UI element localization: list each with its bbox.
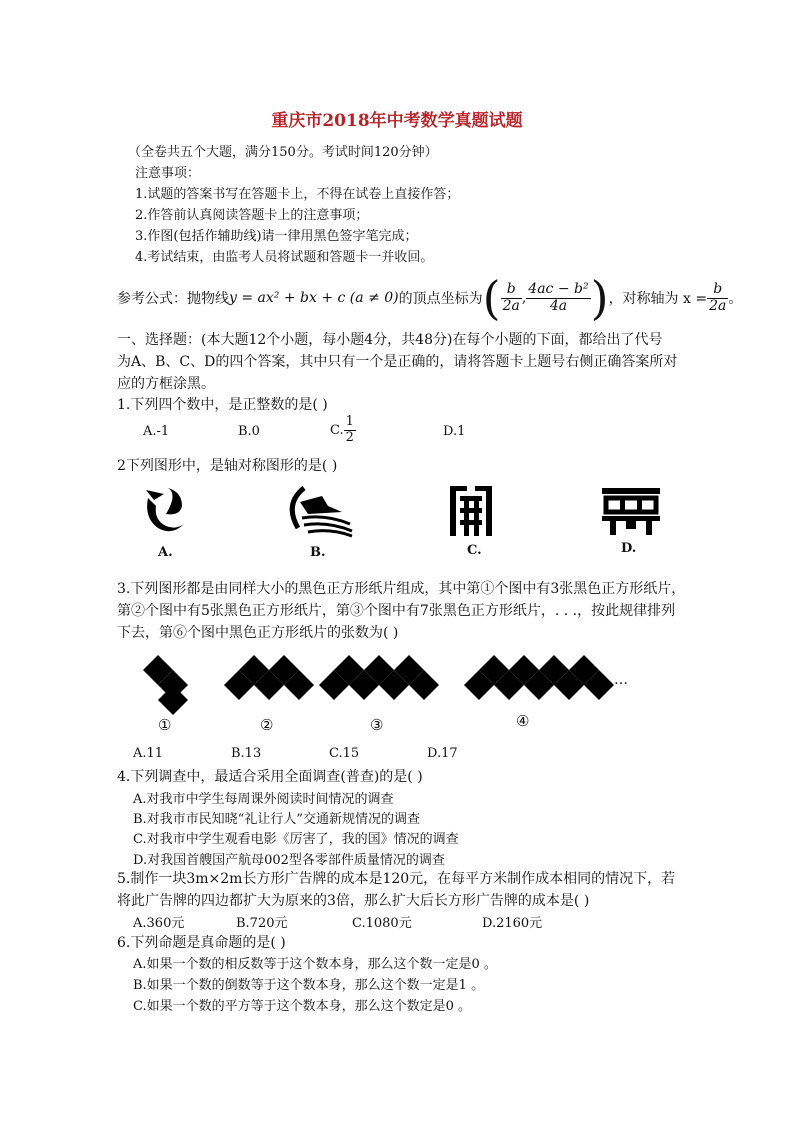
formula-equation: y = ax² + bx + c (a ≠ 0): [229, 290, 399, 306]
q3-option-c: C.15: [329, 746, 360, 761]
q3-pattern-figures: [134, 648, 734, 718]
vertex-y-fraction: $\frac{\text{4ac − b²}}{4a}$: [528, 281, 589, 314]
q3-text: 3.下列图形都是由同样大小的黑色正方形纸片组成，其中第①个图中有3张黑色正方形纸片，: [117, 581, 686, 597]
q6-option-a: A.如果一个数的相反数等于这个数本身，那么这个数一定是0 。: [133, 957, 497, 972]
q4-option-d: D.对我国首艘国产航母002型各零部件质量情况的调查: [133, 853, 445, 868]
q1-option-c: C. $\frac{1}{2}$: [330, 414, 354, 445]
figure-a-emblem: [138, 484, 190, 540]
page-title: 重庆市2018年中考数学真题试题: [271, 111, 523, 131]
exam-intro: （全卷共五个大题，满分150分。考试时间120分钟）: [128, 145, 438, 160]
figure-d-label: D.: [621, 541, 637, 556]
q5-text: 将此广告牌的四边都扩大为原来的3倍，那么扩大后长方形广告牌的成本是( ): [117, 893, 590, 909]
one-half-fraction: $\frac{1}{2}$: [345, 414, 354, 445]
q3-figure-label-2: ②: [260, 716, 274, 734]
q1-option-d: D.1: [443, 424, 466, 439]
q5-option-b: B.720元: [236, 916, 288, 931]
q6-option-c: C.如果一个数的平方等于这个数本身，那么这个数定是0 。: [133, 999, 472, 1014]
q6-stem: 6.下列命题是真命题的是( ): [117, 935, 286, 951]
q5-option-a: A.360元: [133, 916, 185, 931]
vertex-x-fraction: $\frac{b}{2a}$: [502, 281, 520, 314]
note-item: 1.试题的答案书写在答题卡上，不得在试卷上直接作答；: [135, 187, 460, 202]
formula-end: 。: [728, 291, 743, 307]
q1-option-a: A.-1: [143, 424, 170, 439]
axis-text: ，对称轴为 x =: [608, 291, 708, 307]
formula-prefix: 参考公式：抛物线: [117, 291, 229, 307]
q3-figure-label-3: ③: [370, 716, 384, 734]
q3-option-b: B.13: [231, 746, 262, 761]
reference-formula: [117, 270, 742, 326]
q3-option-d: D.17: [427, 746, 458, 761]
q5-text: 5.制作一块3m×2m长方形广告牌的成本是120元，在每平方米制作成本相同的情况下，若: [117, 871, 676, 887]
section-text: 应的方框涂黑。: [117, 376, 215, 392]
figure-c-label: C.: [467, 543, 482, 558]
q3-option-a: A.11: [133, 746, 164, 761]
figure-c-glyph: [448, 484, 494, 538]
figure-b-label: B.: [310, 545, 326, 560]
q4-option-c: C.对我市中学生观看电影《厉害了，我的国》情况的调查: [133, 832, 459, 847]
figure-b-ship: [282, 484, 354, 540]
q1-option-b: B.0: [238, 424, 260, 439]
q3-ellipsis: …: [614, 672, 628, 688]
q5-option-c: C.1080元: [352, 916, 412, 931]
note-item: 2.作答前认真阅读答题卡上的注意事项；: [135, 208, 369, 223]
right-paren: ): [590, 271, 609, 325]
notes-heading: 注意事项：: [135, 166, 201, 181]
comma: ,: [521, 290, 527, 306]
figure-d-glyph: [600, 486, 662, 536]
figure-a-label: A.: [158, 545, 173, 560]
q3-figure-label-4: ④: [516, 712, 530, 730]
q1-stem: 1.下列四个数中，是正整数的是( ): [117, 397, 328, 413]
q4-option-a: A.对我市中学生每周课外阅读时间情况的调查: [133, 792, 394, 807]
note-item: 4.考试结束，由监考人员将试题和答题卡一并收回。: [135, 250, 434, 265]
q4-stem: 4.下列调查中，最适合采用全面调查(普查)的是( ): [117, 769, 423, 785]
left-paren: (: [482, 271, 501, 325]
section-heading: 一、选择题：(本大题12个小题，每小题4分，共48分)在每个小题的下面，都给出了代号: [117, 332, 663, 348]
q6-option-b: B.如果一个数的倒数等于这个数本身，那么这个数一定是1 。: [133, 978, 485, 993]
q3-figure-label-1: ①: [158, 716, 172, 734]
q2-stem: 2下列图形中，是轴对称图形的是( ): [117, 458, 338, 474]
section-text: 为A、B、C、D的四个答案，其中只有一个是正确的，请将答题卡上题号右侧正确答案所对: [117, 354, 678, 370]
q4-option-b: B.对我市市民知晓“礼让行人”交通新规情况的调查: [133, 812, 420, 827]
note-item: 3.作图(包括作辅助线)请一律用黑色签字笔完成；: [135, 229, 418, 244]
formula-mid: 的顶点坐标为: [398, 291, 483, 307]
q3-text: 下去，第⑥个图中黑色正方形纸片的张数为( ): [117, 625, 399, 641]
q5-option-d: D.2160元: [482, 916, 543, 931]
q3-text: 第②个图中有5张黑色正方形纸片，第③个图中有7张黑色正方形纸片，. . .，按此规律排列: [117, 603, 676, 619]
axis-fraction: $\frac{b}{2a}$: [709, 281, 727, 314]
